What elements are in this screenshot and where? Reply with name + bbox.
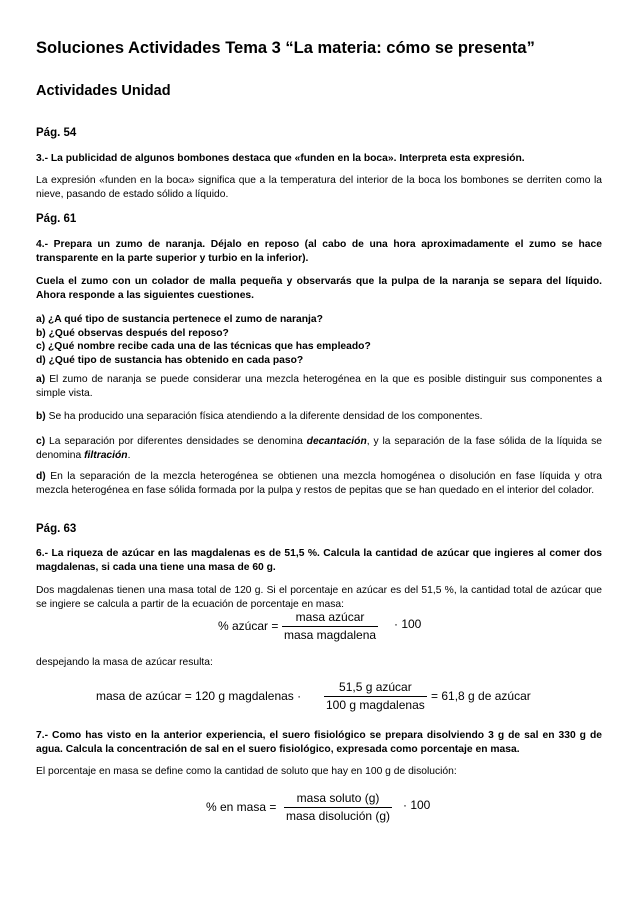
- answer-6-b: despejando la masa de azúcar resulta:: [36, 657, 213, 668]
- answer-label: a): [36, 374, 46, 385]
- answer-text: El zumo de naranja se puede considerar una mezcla heterogénea en la que es posible distinguir sus componentes a simple vista.: [36, 374, 602, 399]
- term-filtracion: filtración: [84, 449, 128, 461]
- subquestion-b: b) ¿Qué observas después del reposo?: [36, 327, 229, 339]
- answer-text: Se ha producido una separación física atendiendo a la diferente densidad de los componentes.: [48, 411, 483, 422]
- answer-3: La expresión «funden en la boca» significa que a la temperatura del interior de la boca los bombones se derriten como la nieve, pasando de estado sólido a líquido.: [36, 175, 602, 200]
- page-label-54: Pág. 54: [36, 127, 77, 139]
- answer-7: El porcentaje en masa se define como la cantidad de soluto que hay en 100 g de disolución:: [36, 766, 457, 777]
- instruction-4: Cuela el zumo con un colador de malla pequeña y observarás que la pulpa de la naranja se separa del líquido. Ahora responde a las siguientes cuestiones.: [36, 276, 602, 301]
- question-6: 6.- La riqueza de azúcar en las magdalenas es de 51,5 %. Calcula la cantidad de azúcar que ingieres al comer dos magdalenas, si cada una tiene una masa de 60 g.: [36, 548, 602, 573]
- fraction-numerator: masa soluto (g): [296, 791, 380, 805]
- subquestion-c: c) ¿Qué nombre recibe cada una de las técnicas que has empleado?: [36, 341, 371, 352]
- formula1-rhs: · 100: [394, 617, 422, 631]
- answer-4b: [36, 410, 602, 424]
- question-7: 7.- Como has visto en la anterior experiencia, el suero fisiológico se prepara disolviendo 3 g de sal en 330 g de agua. Calcula la concentración de sal en el suero fisiológico, expresada como porcentaje en masa.: [36, 730, 602, 755]
- formula2-rhs: = 61,8 g de azúcar: [431, 689, 531, 703]
- formula2-fraction: [324, 680, 427, 713]
- answer-6: Dos magdalenas tienen una masa total de 120 g. Si el porcentaje en azúcar es del 51,5 %, la cantidad total de azúcar que se ingiere se calcula a partir de la ecuación de porcentaje en masa:: [36, 585, 602, 610]
- answer-4a: [36, 373, 602, 400]
- formula3-rhs: · 100: [403, 798, 431, 812]
- fraction-denominator: masa magdalena: [284, 628, 377, 642]
- formula1-lhs: % azúcar =: [218, 619, 279, 633]
- term-decantacion: decantación: [306, 436, 367, 447]
- formula3-fraction: [284, 791, 392, 824]
- subquestion-a: a) ¿A qué tipo de sustancia pertenece el zumo de naranja?: [36, 314, 323, 325]
- page-label-61: Pág. 61: [36, 213, 77, 225]
- fraction-denominator: 100 g magdalenas: [326, 698, 425, 712]
- question-3: 3.- La publicidad de algunos bombones destaca que «funden en la boca». Interpreta esta expresión.: [36, 153, 525, 164]
- answer-label: b): [36, 411, 46, 422]
- formula2-lhs: masa de azúcar = 120 g magdalenas ·: [96, 689, 302, 703]
- answer-label: c): [36, 436, 46, 447]
- fraction-denominator: masa disolución (g): [286, 809, 391, 823]
- answer-text: La separación por diferentes densidades se denomina: [49, 436, 303, 447]
- subquestion-list: [36, 313, 602, 367]
- formula1-fraction: [282, 610, 378, 643]
- section-subtitle: Actividades Unidad: [36, 83, 171, 99]
- question-4: 4.- Prepara un zumo de naranja. Déjalo en reposo (al cabo de una hora aproximadamente el zumo se hace transparente en la parte superior y turbio en la inferior).: [36, 239, 602, 264]
- fraction-numerator: 51,5 g azúcar: [339, 680, 412, 694]
- formula3-lhs: % en masa =: [206, 800, 277, 814]
- document-title: Soluciones Actividades Tema 3 “La materia: cómo se presenta”: [36, 39, 535, 57]
- subquestion-d: d) ¿Qué tipo de sustancia has obtenido en cada paso?: [36, 354, 304, 366]
- fraction-numerator: masa azúcar: [295, 610, 365, 624]
- answer-4d: [36, 470, 602, 497]
- answer-label: d): [36, 471, 46, 482]
- answer-4c: c) La separación por diferentes densidades se denomina decantación, y la separación de la fase sólida de la líquida se denomina filtración.: [36, 436, 602, 461]
- page-label-63: Pág. 63: [36, 523, 77, 535]
- answer-text: En la separación de la mezcla heterogénea se obtienen una mezcla homogénea o disolución en fase líquida y otra mezcla heterogénea en fase sólida formada por la pulpa y restos de pepitas que se han quedado en el interior del colador.: [36, 471, 602, 496]
